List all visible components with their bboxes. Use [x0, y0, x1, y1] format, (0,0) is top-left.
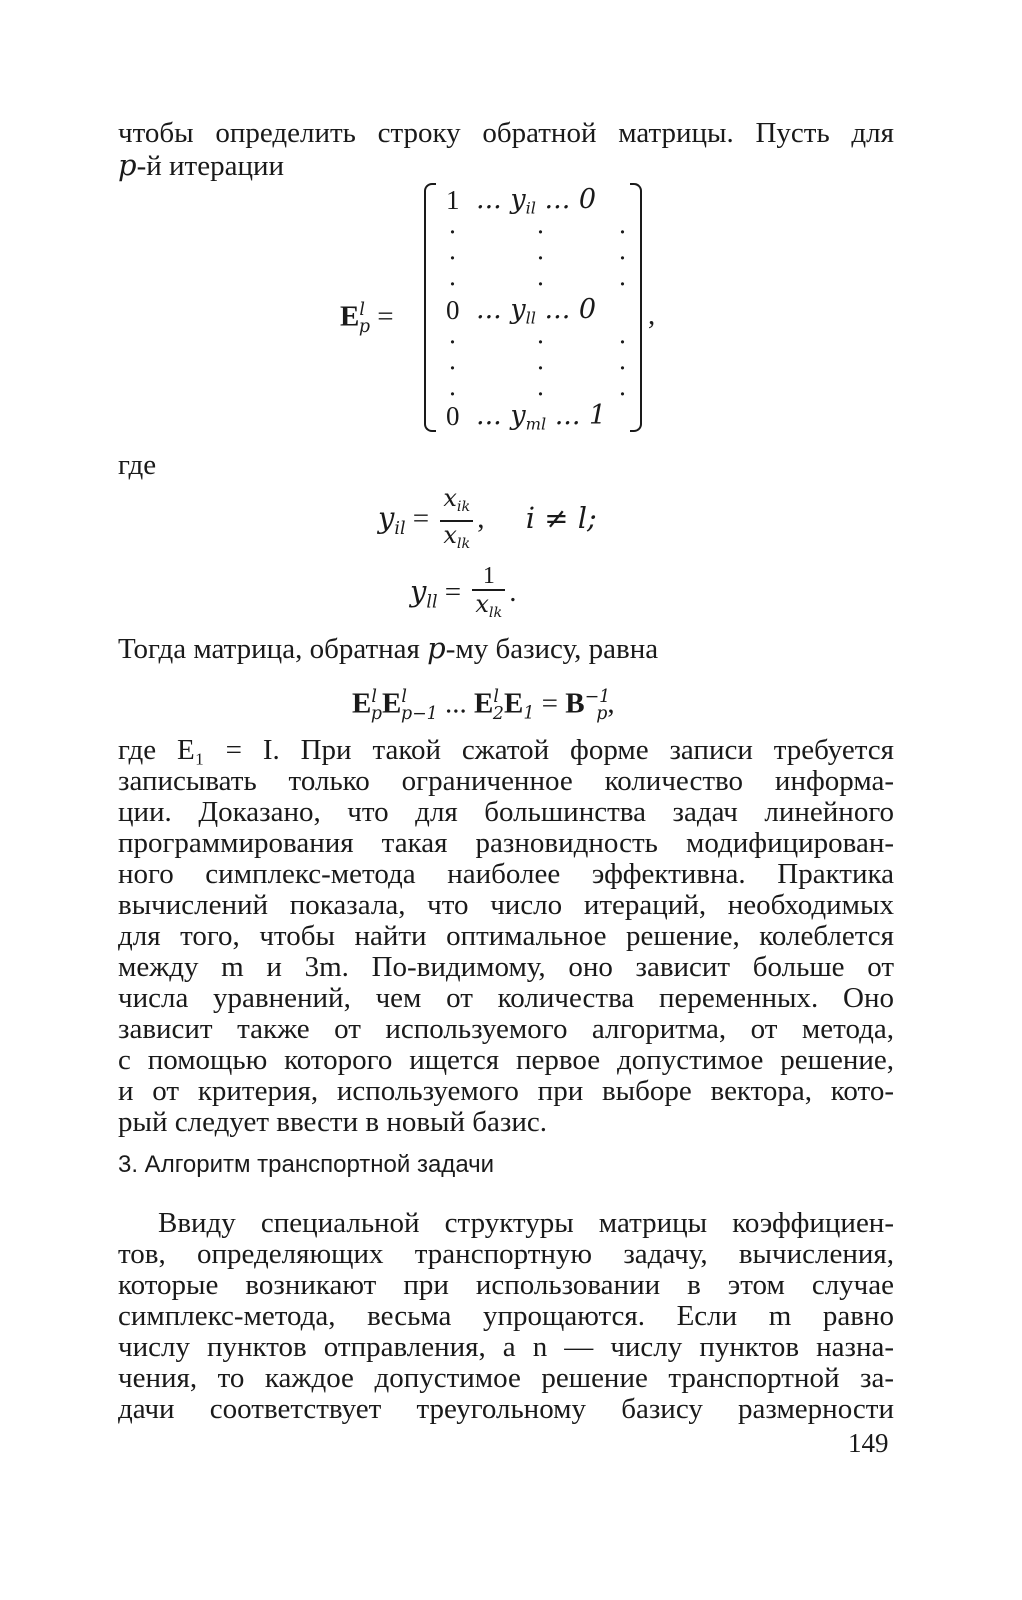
text-line: рый следует ввести в новый базис. [118, 1106, 548, 1138]
matrix-cell: ... $y_{il}$ ... 0 [476, 184, 597, 218]
left-bracket [424, 183, 436, 432]
text-line: и от критерия, используемого при выборе вектора, кото- [118, 1075, 894, 1107]
right-bracket [630, 183, 642, 432]
subscript: p [358, 316, 371, 337]
matrix: 1 ... $y_{il}$ ... 0 · · · · · · · · · 0 ... $y_{ll}$ ... 0 · · · · · · · · · 0 ... $y_{ml}$ ... 1 [320, 175, 680, 440]
page-number: 149 [848, 1428, 889, 1458]
text-line: где E₁ = I. При такой сжатой форме записи требуется [118, 734, 894, 766]
text-line: числу пунктов отправления, а n — числу пунктов назна- [118, 1331, 894, 1363]
text-line: Ввиду специальной структуры матрицы коэффициен- [158, 1207, 894, 1239]
product-formula: $E^l_pE^l_{p-1}$ ... $E^l_2E_1 = B^{-1}_p$, [352, 687, 615, 724]
formula-yll: $y_{ll}$ = $\frac{1}{x_{lk}}$ . [410, 563, 517, 626]
text-line: с помощью которого ищется первое допустимое решение, [118, 1044, 894, 1076]
text-line: вычислений показала, что число итераций, необходимых [118, 889, 894, 921]
text-line: чтобы определить строку обратной матрицы. Пусть для [118, 117, 894, 149]
text-line: которые возникают при использовании в этом случае [118, 1269, 894, 1301]
matrix-cell: 0 [446, 295, 460, 325]
text-line: чения, то каждое допустимое решение транспортной за- [118, 1362, 894, 1394]
text-line: для того, чтобы найти оптимальное решение, колеблется [118, 920, 894, 952]
text-line: зависит также от используемого алгоритма, от метода, [118, 1013, 894, 1045]
math-var: p [118, 148, 137, 182]
text-line: программирования такая разновидность модифицирован- [118, 827, 894, 859]
text-line: симплекс-метода, весьма упрощаются. Если m равно [118, 1300, 894, 1332]
fraction: $\frac{1}{x_{lk}}$ [472, 563, 505, 626]
equals-sign: = [377, 300, 394, 333]
text-line: ции. Доказано, что для большинства задач линейного [118, 796, 894, 828]
matrix-cell: ... $y_{ll}$ ... 0 [476, 294, 597, 328]
text-line: тов, определяющих транспортную задачу, вычисления, [118, 1238, 894, 1270]
text-line: Тогда матрица, обратная p-му базису, равна [118, 631, 659, 665]
fraction: $\frac{x_{ik}}{x_{lk}}$ [440, 485, 473, 557]
matrix-symbol: E [340, 300, 360, 333]
matrix-cell: ... $y_{ml}$ ... 1 [476, 400, 607, 434]
matrix-comma: , [648, 299, 656, 331]
section-heading: 3. Алгоритм транспортной задачи [118, 1151, 495, 1178]
formula-yil: $y_{il}$ = $\frac{x_{ik}}{x_{lk}}$ , i ≠ l; [378, 485, 597, 557]
text-line: ного симплекс-метода наиболее эффективна. Практика [118, 858, 894, 890]
superscript: l [359, 300, 365, 320]
text-fragment: -й итерации [136, 150, 284, 182]
text-line: между m и 3m. По-видимому, оно зависит больше от [118, 951, 894, 983]
text-line: дачи соответствует треугольному базису размерности [118, 1393, 894, 1425]
text-line: числа уравнений, чем от количества переменных. Оно [118, 982, 894, 1014]
text-line: записывать только ограниченное количество информа- [118, 765, 894, 797]
matrix-cell: 0 [446, 401, 460, 431]
matrix-cell: 1 [446, 185, 460, 215]
text-line: где [118, 449, 157, 481]
